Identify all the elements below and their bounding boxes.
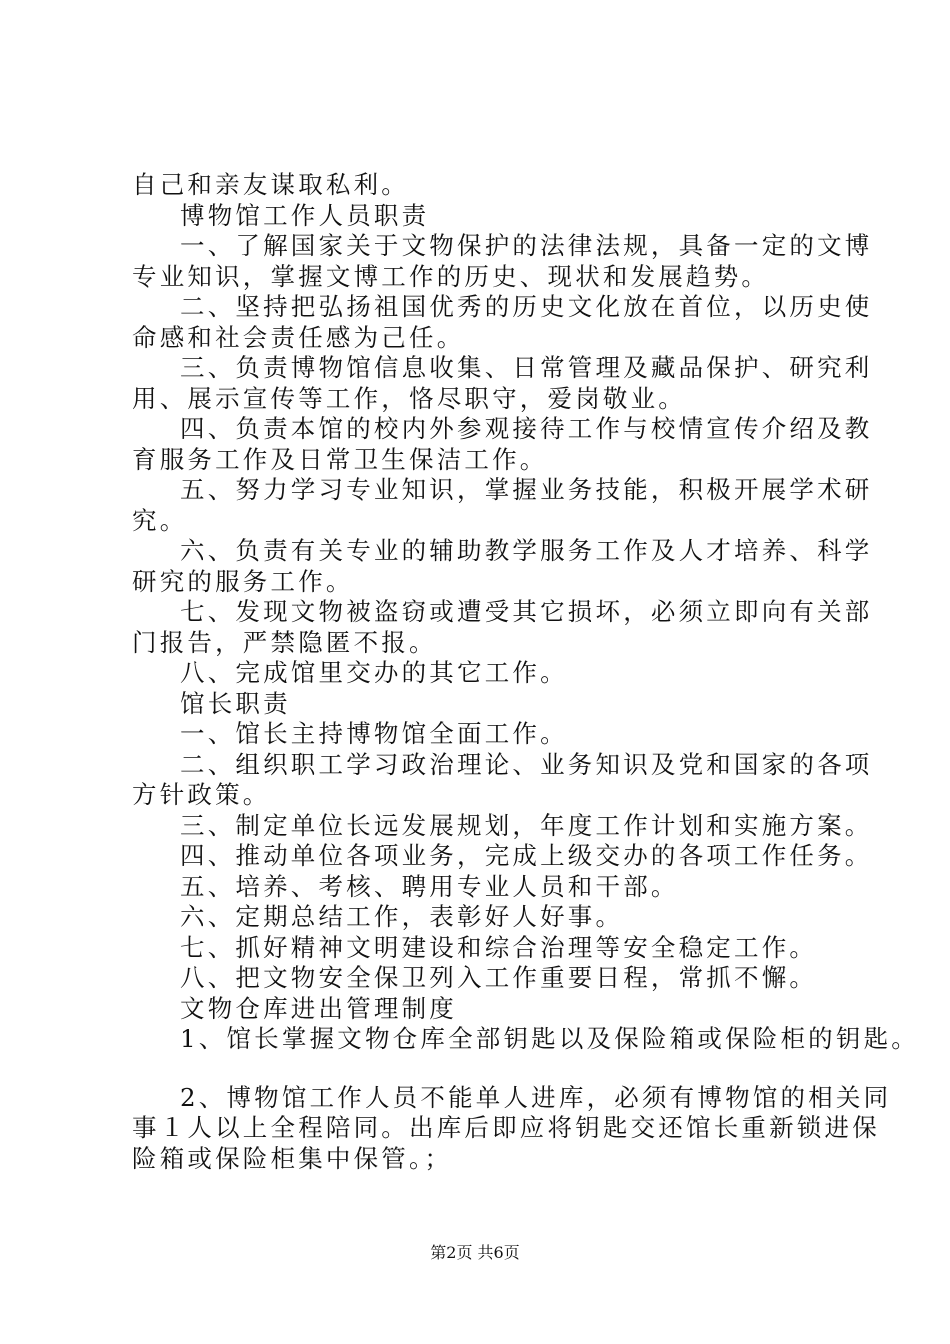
- paragraph-line: 方针政策。: [132, 780, 271, 809]
- paragraph-line: 专业知识，掌握文博工作的历史、现状和发展趋势。: [132, 261, 770, 291]
- paragraph-line: 八、把文物安全保卫列入工作重要日程，常抓不懈。: [180, 963, 818, 992]
- paragraph-line: 一、馆长主持博物馆全面工作。: [180, 719, 568, 748]
- paragraph-line: 究。: [132, 505, 188, 535]
- paragraph-gap: [132, 1055, 852, 1083]
- section-heading-warehouse-rules: 文物仓库进出管理制度: [180, 993, 457, 1023]
- paragraph-line: 三、负责博物馆信息收集、日常管理及藏品保护、研究利: [180, 353, 873, 382]
- paragraph-line: 自己和亲友谋取私利。: [132, 170, 409, 199]
- paragraph-line: 一、了解国家关于文物保护的法律法规，具备一定的文博: [180, 231, 873, 260]
- paragraph-line: 用、展示宣传等工作，恪尽职守，爱岗敬业。: [132, 383, 686, 413]
- paragraph-line: 六、定期总结工作，表彰好人好事。: [180, 902, 624, 931]
- paragraph-line: 七、抓好精神文明建设和综合治理等安全稳定工作。: [180, 932, 818, 962]
- paragraph-line: 四、负责本馆的校内外参观接待工作与校情宣传介绍及教: [180, 414, 873, 443]
- paragraph-line: 八、完成馆里交办的其它工作。: [180, 658, 568, 687]
- paragraph-line: 二、坚持把弘扬祖国优秀的历史文化放在首位，以历史使: [180, 292, 873, 321]
- paragraph-line: 六、负责有关专业的辅助教学服务工作及人才培养、科学: [180, 536, 873, 565]
- paragraph-line: 七、发现文物被盗窃或遭受其它损坏，必须立即向有关部: [180, 597, 873, 626]
- paragraph-line: 育服务工作及日常卫生保洁工作。: [132, 444, 548, 474]
- paragraph-line: 1、馆长掌握文物仓库全部钥匙以及保险箱或保险柜的钥匙。: [180, 1024, 919, 1053]
- paragraph-line: 五、培养、考核、聘用专业人员和干部。: [180, 871, 679, 901]
- paragraph-line: 五、努力学习专业知识，掌握业务技能，积极开展学术研: [180, 475, 873, 504]
- document-body: [132, 170, 919, 1174]
- section-heading-director-duties: 馆长职责: [180, 688, 291, 718]
- paragraph-line: 险箱或保险柜集中保管。；: [132, 1143, 453, 1173]
- paragraph-line: 三、制定单位长远发展规划，年度工作计划和实施方案。: [180, 810, 873, 840]
- paragraph-line: 研究的服务工作。: [132, 566, 354, 596]
- paragraph-line: 2、博物馆工作人员不能单人进库，必须有博物馆的相关同: [180, 1082, 892, 1112]
- page-number-footer: 第2页 共6页: [430, 1243, 520, 1262]
- paragraph-line: 四、推动单位各项业务，完成上级交办的各项工作任务。: [180, 841, 873, 870]
- paragraph-line: 命感和社会责任感为己任。: [132, 322, 465, 352]
- section-heading-staff-duties: 博物馆工作人员职责: [180, 200, 430, 230]
- paragraph-line: 二、组织职工学习政治理论、业务知识及党和国家的各项: [180, 749, 873, 779]
- paragraph-line: 事１人以上全程陪同。出库后即应将钥匙交还馆长重新锁进保: [132, 1113, 880, 1142]
- paragraph-line: 门报告，严禁隐匿不报。: [132, 627, 437, 657]
